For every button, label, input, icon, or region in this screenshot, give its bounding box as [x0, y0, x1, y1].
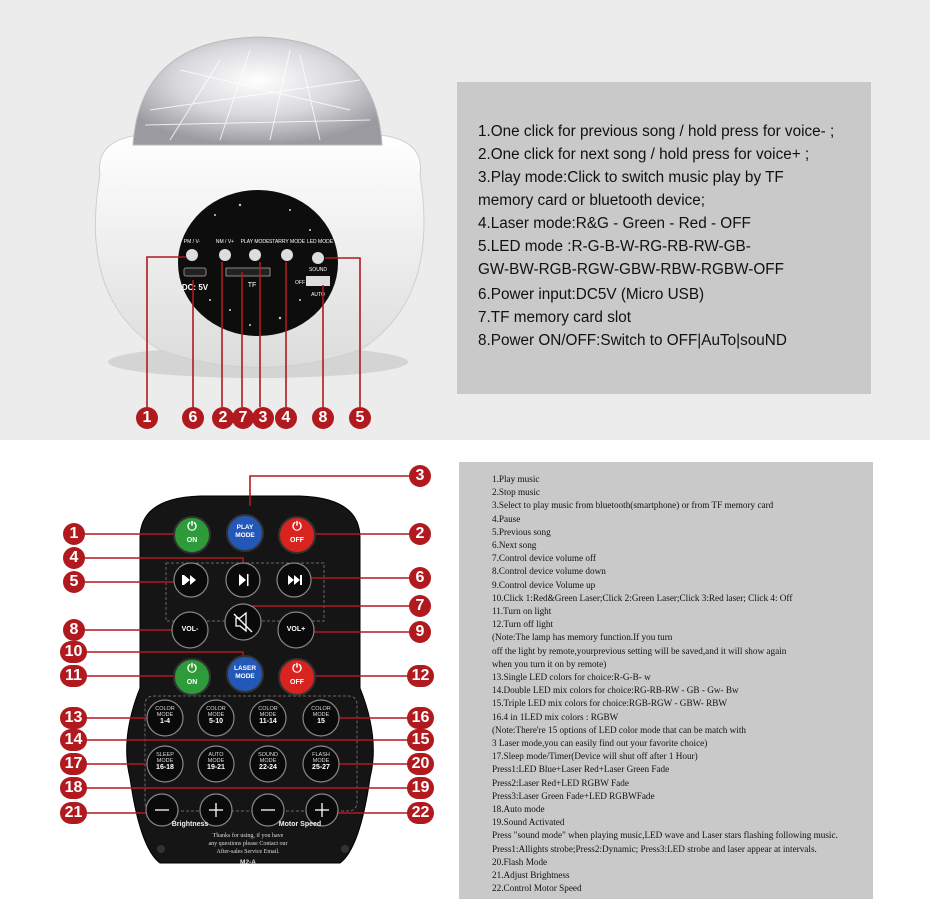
callout-badge: 10 — [60, 641, 87, 663]
on-label: ON — [186, 537, 198, 544]
instruction-line: 16.4 in 1LED mix colors : RGBW — [492, 711, 619, 722]
mode-range: 15 — [317, 718, 325, 726]
callout-badge: 6 — [409, 567, 431, 589]
instruction-line: 10.Click 1:Red&Green Laser;Click 2:Green Laser;Click 3:Red laser; Click 4: Off — [492, 592, 793, 603]
mode-line1: FLASH — [312, 752, 330, 758]
color-mode-button[interactable] — [198, 706, 234, 726]
instruction-line: 5.Previous song — [492, 526, 551, 537]
auto-mode-button[interactable] — [198, 752, 234, 772]
instruction-line: 12.Turn off light — [492, 619, 554, 630]
callout-badge: 4 — [275, 407, 297, 429]
flash-mode-button[interactable] — [303, 752, 339, 772]
mode-line2: MODE — [156, 712, 174, 719]
dc-label: DC: 5V — [181, 283, 209, 292]
callout-badge: 22 — [407, 802, 434, 824]
instruction-line: 2.Stop music — [492, 487, 540, 498]
instruction-line: 1.Play music — [492, 474, 540, 484]
mode-line1: AUTO — [208, 752, 224, 758]
next-button[interactable] — [277, 563, 311, 597]
mode-line1: COLOR — [258, 706, 278, 712]
instruction-line: Press3:Laser Green Fade+LED RGBWFade — [492, 790, 655, 801]
mode-line2: MODE — [259, 758, 277, 765]
callout-badge: 18 — [60, 777, 87, 799]
callout-badge: 12 — [407, 665, 434, 687]
projector-illustration — [0, 0, 460, 440]
instruction-line: 22.Control Motor Speed — [492, 883, 582, 894]
callout-badge: 1 — [136, 407, 158, 429]
crystal-dome — [133, 37, 382, 145]
mode-range: 1-4 — [159, 718, 171, 726]
vol-up-button[interactable]: VOL+ — [286, 626, 306, 633]
callout-badge: 14 — [60, 729, 87, 751]
product-photo-panel — [0, 0, 930, 440]
sleep-mode-button[interactable] — [147, 752, 183, 772]
color-mode-button[interactable] — [303, 706, 339, 726]
callout-badge: 5 — [349, 407, 371, 429]
off-label: OFF — [290, 537, 304, 544]
mode-line1: SOUND — [258, 752, 278, 758]
light-off-label: OFF — [290, 679, 304, 686]
off-power-icon: ⏻ — [292, 519, 302, 533]
panel-label-4: STARRY MODE — [268, 239, 306, 245]
instruction-line: memory card or bluetooth device; — [478, 192, 706, 209]
callout-badge: 21 — [60, 802, 87, 824]
callout-badge: 7 — [409, 595, 431, 617]
mute-button[interactable] — [225, 604, 261, 640]
instruction-line: 9.Control device Volume up — [492, 579, 596, 590]
callout-badge: 3 — [252, 407, 274, 429]
instruction-line: 4.Laser mode:R&G - Green - Red - OFF — [478, 215, 751, 232]
callout-badge: 17 — [60, 753, 87, 775]
callout-badge: 1 — [63, 523, 85, 545]
mode-line2: MODE — [207, 758, 225, 765]
instruction-line: 6.Power input:DC5V (Micro USB) — [478, 286, 705, 303]
auto-label: AUTO — [311, 292, 325, 298]
laser-mode-label-2: MODE — [235, 673, 255, 680]
light-on-label: ON — [186, 679, 198, 686]
panel-label-3: PLAY MODE — [240, 239, 270, 245]
instruction-line: 14.Double LED mix colors for choice:RG-RB-RW - GB - Gw- Bw — [492, 685, 739, 696]
instruction-line: Press1:Allights strobe;Press2:Dynamic; Press3:LED strobe and laser appear at intervals. — [492, 843, 817, 854]
callout-badge: 2 — [409, 523, 431, 545]
instruction-line: GW-BW-RGB-RGW-GBW-RBW-RGBW-OFF — [478, 261, 784, 278]
light-off-power-icon: ⏻ — [292, 661, 302, 675]
instruction-line: 3.Play mode:Click to switch music play by TF — [478, 169, 784, 186]
light-on-power-icon: ⏻ — [187, 661, 197, 675]
on-power-icon: ⏻ — [187, 519, 197, 533]
instruction-line: 11.Turn on light — [492, 606, 552, 616]
remote-model: M2-A — [240, 859, 256, 866]
instruction-line: 1.One click for previous song / hold press for voice- ; — [478, 123, 835, 140]
instruction-line: when you turn it on by remote) — [492, 658, 607, 669]
off-label: OFF — [295, 280, 305, 286]
vol-down-button[interactable]: VOL- — [181, 626, 199, 633]
mode-range: 19-21 — [207, 764, 225, 772]
callout-badge: 2 — [212, 407, 234, 429]
mode-line1: COLOR — [155, 706, 175, 712]
callout-badge: 15 — [407, 729, 434, 751]
callout-badge: 4 — [63, 547, 85, 569]
callout-badge: 13 — [60, 707, 87, 729]
callout-badge: 3 — [409, 465, 431, 487]
remote-thanks-line: Thanks for using, if you have — [212, 833, 284, 839]
callout-badge: 7 — [232, 407, 254, 429]
callout-badge: 20 — [407, 753, 434, 775]
instruction-line: 4.Pause — [492, 513, 521, 524]
instruction-line: 13.Single LED colors for choice:R-G-B- w — [492, 672, 651, 682]
instruction-line: 5.LED mode :R-G-B-W-RG-RB-RW-GB- — [478, 238, 751, 255]
prev-button[interactable] — [174, 563, 208, 597]
callout-badge: 9 — [409, 621, 431, 643]
brightness-label: Brightness — [171, 821, 209, 828]
mode-line2: MODE — [259, 712, 277, 719]
instruction-line: 3 Laser mode,you can easily find out your favorite choice) — [492, 738, 708, 748]
mode-range: 25-27 — [312, 764, 330, 772]
pause-button[interactable] — [226, 563, 260, 597]
panel-label-1: PM / V- — [183, 239, 201, 245]
motor-speed-label: Motor Speed — [278, 821, 322, 828]
callout-badge: 5 — [63, 571, 85, 593]
remote-thanks-line: After-sales Service Email. — [216, 849, 280, 855]
remote-instructions-box — [459, 462, 873, 899]
instruction-line: 2.One click for next song / hold press for voice+ ; — [478, 146, 810, 163]
mode-line1: SLEEP — [156, 752, 174, 758]
instruction-line: 8.Power ON/OFF:Switch to OFF|AuTo|souND — [478, 332, 787, 349]
mode-line1: COLOR — [206, 706, 226, 712]
callout-badge: 8 — [63, 619, 85, 641]
control-panel — [178, 190, 338, 336]
instruction-line: 15.Triple LED mix colors for choice:RGB-RGW - GBW- RBW — [492, 698, 728, 709]
instruction-line: 17.Sleep mode/Timer(Device will shut off after 1 Hour) — [492, 751, 698, 762]
callout-badge: 11 — [60, 665, 87, 687]
laser-mode-label-1: LASER — [233, 665, 257, 672]
instruction-line: Press2:Laser Red+LED RGBW Fade — [492, 777, 629, 788]
instruction-line: 3.Select to play music from bluetooth(smartphone) or from TF memory card — [492, 500, 774, 511]
mode-line1: COLOR — [311, 706, 331, 712]
instruction-line: off the light by remote,yourprevious setting will be saved,and it will show again — [492, 645, 787, 656]
remote-thanks-line: any questions please Contact our — [208, 841, 288, 847]
instruction-line: 6.Next song — [492, 540, 537, 550]
mode-range: 11-14 — [259, 718, 277, 726]
mode-range: 5-10 — [208, 718, 223, 726]
instruction-line: (Note:There're 15 options of LED color mode that can be match with — [492, 724, 746, 735]
callout-badge: 6 — [182, 407, 204, 429]
instruction-line: 20.Flash Mode — [492, 856, 548, 867]
instruction-line: Press "sound mode" when playing music,LED wave and Laser stars flashing following music. — [492, 830, 838, 841]
mode-line2: MODE — [312, 712, 330, 719]
play-mode-label-2: MODE — [235, 532, 255, 539]
panel-label-5: LED MODE — [306, 239, 334, 245]
instruction-line: 18.Auto mode — [492, 804, 545, 814]
color-mode-button[interactable] — [147, 706, 183, 726]
instruction-line: 7.TF memory card slot — [478, 309, 631, 326]
callout-badge: 16 — [407, 707, 434, 729]
tf-label: TF — [247, 282, 257, 289]
projector-instructions-box — [457, 82, 871, 394]
mode-line2: MODE — [207, 712, 225, 719]
mode-range: 16-18 — [156, 764, 174, 772]
instruction-line: 8.Control device volume down — [492, 566, 606, 577]
mode-range: 22-24 — [259, 764, 277, 772]
instruction-line: Press1:LED Blue+Laser Red+Laser Green Fade — [492, 764, 670, 775]
instruction-line: (Note:The lamp has memory function.If you turn — [492, 632, 673, 643]
instruction-line: 21.Adjust Brightness — [492, 870, 570, 880]
instruction-line: 7.Control device volume off — [492, 553, 596, 564]
callout-badge: 19 — [407, 777, 434, 799]
color-mode-button[interactable] — [250, 706, 286, 726]
sound-label: SOUND — [308, 267, 328, 273]
instruction-line: 19.Sound Activated — [492, 817, 565, 828]
mode-line2: MODE — [312, 758, 330, 765]
play-mode-label-1: PLAY — [236, 524, 254, 531]
panel-label-2: NM / V+ — [215, 239, 235, 245]
mode-line2: MODE — [156, 758, 174, 765]
sound-mode-button[interactable] — [250, 752, 286, 772]
callout-badge: 8 — [312, 407, 334, 429]
